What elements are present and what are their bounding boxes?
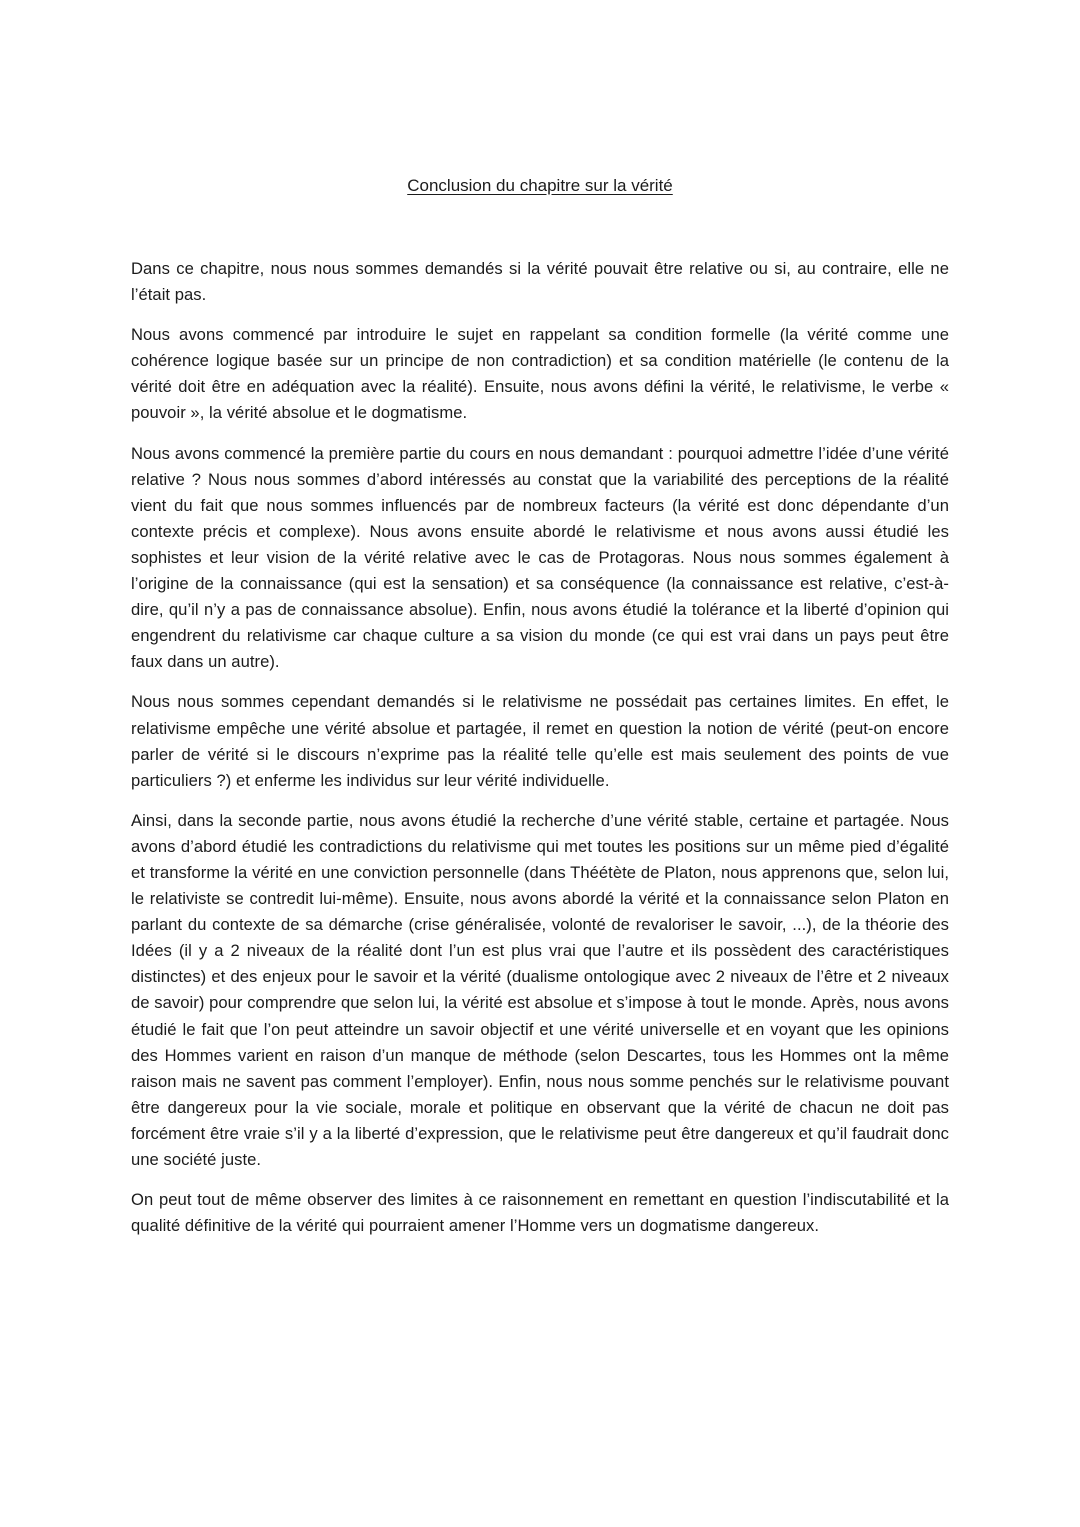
paragraph-intro: Dans ce chapitre, nous nous sommes demandés si la vérité pouvait être relative ou si, au contraire, elle ne l’était pas. <box>131 259 949 305</box>
paragraph-final-limits: On peut tout de même observer des limites à ce raisonnement en remettant en question l’indiscutabilité et la qualité définitive de la vérité qui pourraient amener l’Homme vers un dogmatisme dangereux. <box>131 1190 949 1236</box>
paragraph-first-part: Nous avons commencé la première partie du cours en nous demandant : pourquoi admettre l’idée d’une vérité relative ? Nous nous sommes d’abord intéressés au constat que la variabilité des perceptions de la réalité vient du fait que nous sommes influencés par de nombreux facteurs (la vérité est donc dépendante d’un contexte précis et complexe). Nous avons ensuite abordé le relativisme et nous avons aussi étudié les sophistes et leur vision de la vérité relative avec le cas de Protagoras. Nous nous sommes également à l’origine de la connaissance (qui est la sensation) et sa conséquence (la connaissance est relative, c’est-à-dire, qu’il n’y a pas de connaissance absolue). Enfin, nous avons étudié la tolérance et la liberté d’opinion qui engendrent du relativisme car chaque culture a sa vision du monde (ce qui est vrai dans un pays peut être faux dans un autre). <box>131 443 949 672</box>
document-body <box>131 256 949 1253</box>
paragraph-second-part: Ainsi, dans la seconde partie, nous avons étudié la recherche d’une vérité stable, certaine et partagée. Nous avons d’abord étudié les contradictions du relativisme qui met toutes les positions sur un même pied d’égalité et transforme la vérité en une conviction personnelle (dans Théétète de Platon, nous apprenons que, selon lui, le relativiste se contredit lui-même). Ensuite, nous avons abordé la vérité et la connaissance selon Platon en parlant du contexte de sa démarche (crise généralisée, volonté de revaloriser le savoir, ...), de la théorie des Idées (il y a 2 niveaux de la réalité dont l’un est plus vrai que l’autre et ils possèdent des caractéristiques distinctes) et des enjeux pour le savoir et la vérité (dualisme ontologique avec 2 niveaux de l’être et 2 niveaux de savoir) pour comprendre que selon lui, la vérité est absolue et s’impose à tout le monde. Après, nous avons étudié le fait que l’on peut atteindre un savoir objectif et une vérité universelle et en voyant que les opinions des Hommes varient en raison d’un manque de méthode (selon Descartes, tous les Hommes ont la même raison mais ne savent pas comment l’employer). Enfin, nous nous somme penchés sur le relativisme pouvant être dangereux pour la vie sociale, morale et politique en observant que la vérité de chacun ne doit pas forcément être vraie s’il y a la liberté d’expression, que le relativisme peut être dangereux et qu’il faudrait donc une société juste. <box>131 810 949 1169</box>
paragraph-introduction-summary: Nous avons commencé par introduire le sujet en rappelant sa condition formelle (la vérité comme une cohérence logique basée sur un principe de non contradiction) et sa condition matérielle (le contenu de la vérité doit être en adéquation avec la réalité). Ensuite, nous avons défini la vérité, le relativisme, le verbe « pouvoir », la vérité absolue et le dogmatisme. <box>131 325 949 423</box>
document-title: Conclusion du chapitre sur la vérité <box>407 176 673 195</box>
paragraph-relativism-limits: Nous nous sommes cependant demandés si le relativisme ne possédait pas certaines limites. En effet, le relativisme empêche une vérité absolue et partagée, il remet en question la notion de vérité (peut-on encore parler de vérité si le discours n’exprime pas la réalité telle qu’elle est mais seulement des points de vue particuliers ?) et enferme les individus sur leur vérité individuelle. <box>131 692 949 790</box>
